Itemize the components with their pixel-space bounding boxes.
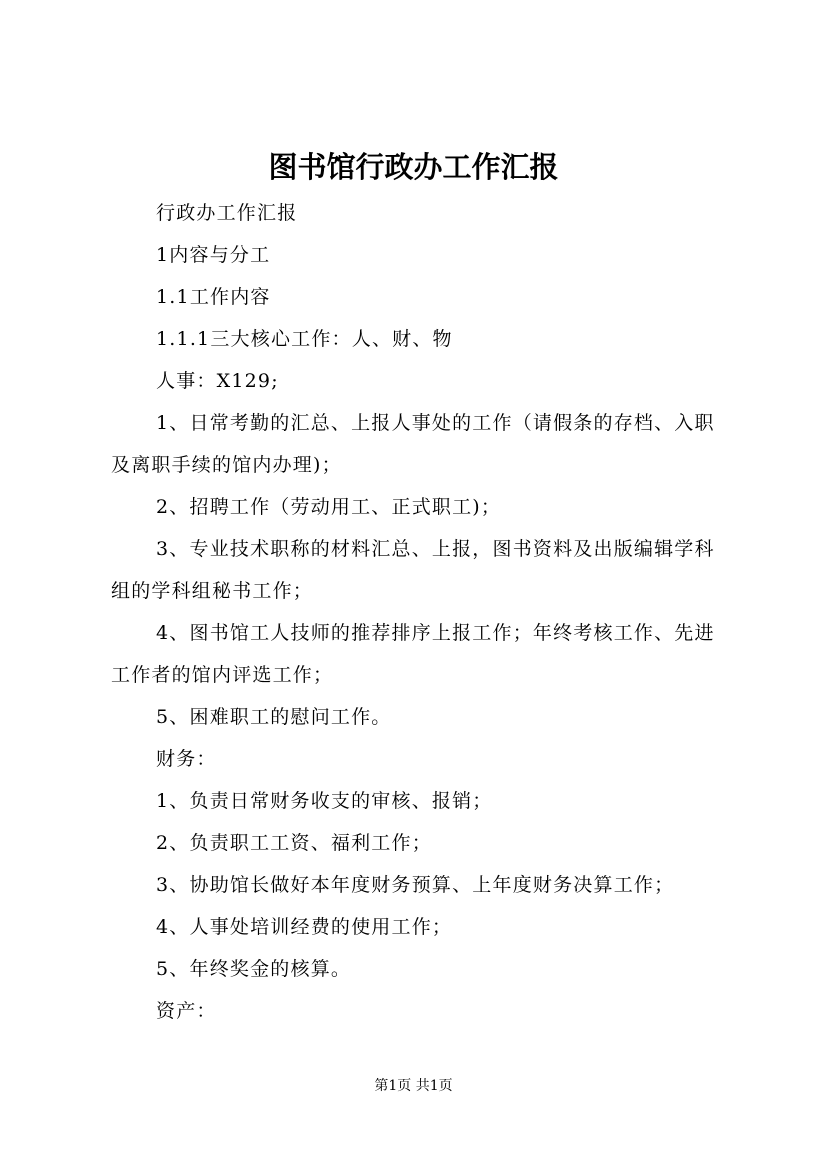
paragraph: 3、专业技术职称的材料汇总、上报，图书资料及出版编辑学科组的学科组秘书工作； <box>111 538 715 602</box>
paragraph: 资产： <box>156 1000 217 1022</box>
paragraph: 2、负责职工工资、福利工作； <box>156 832 432 854</box>
page-footer: 第1页 共1页 <box>374 1078 453 1094</box>
paragraph: 4、人事处培训经费的使用工作； <box>156 916 453 938</box>
paragraph: 1.1工作内容 <box>156 286 271 308</box>
paragraph: 4、图书馆工人技师的推荐排序上报工作；年终考核工作、先进工作者的馆内评选工作； <box>111 622 715 686</box>
document-body <box>111 192 723 1032</box>
paragraph: 人事：X129; <box>156 370 279 392</box>
paragraph: 1、负责日常财务收支的审核、报销； <box>156 790 493 812</box>
paragraph: 5、困难职工的慰问工作。 <box>156 706 392 728</box>
paragraph: 1.1.1三大核心工作：人、财、物 <box>156 328 453 350</box>
paragraph: 3、协助馆长做好本年度财务预算、上年度财务决算工作； <box>156 874 675 896</box>
paragraph: 财务： <box>156 748 217 770</box>
paragraph: 2、招聘工作（劳动用工、正式职工)； <box>156 496 502 518</box>
paragraph: 1、日常考勤的汇总、上报人事处的工作（请假条的存档、入职及离职手续的馆内办理)； <box>111 412 715 476</box>
paragraph: 5、年终奖金的核算。 <box>156 958 352 980</box>
paragraph: 行政办工作汇报 <box>156 202 298 224</box>
paragraph: 1内容与分工 <box>156 244 271 266</box>
document-title: 图书馆行政办工作汇报 <box>268 150 559 184</box>
